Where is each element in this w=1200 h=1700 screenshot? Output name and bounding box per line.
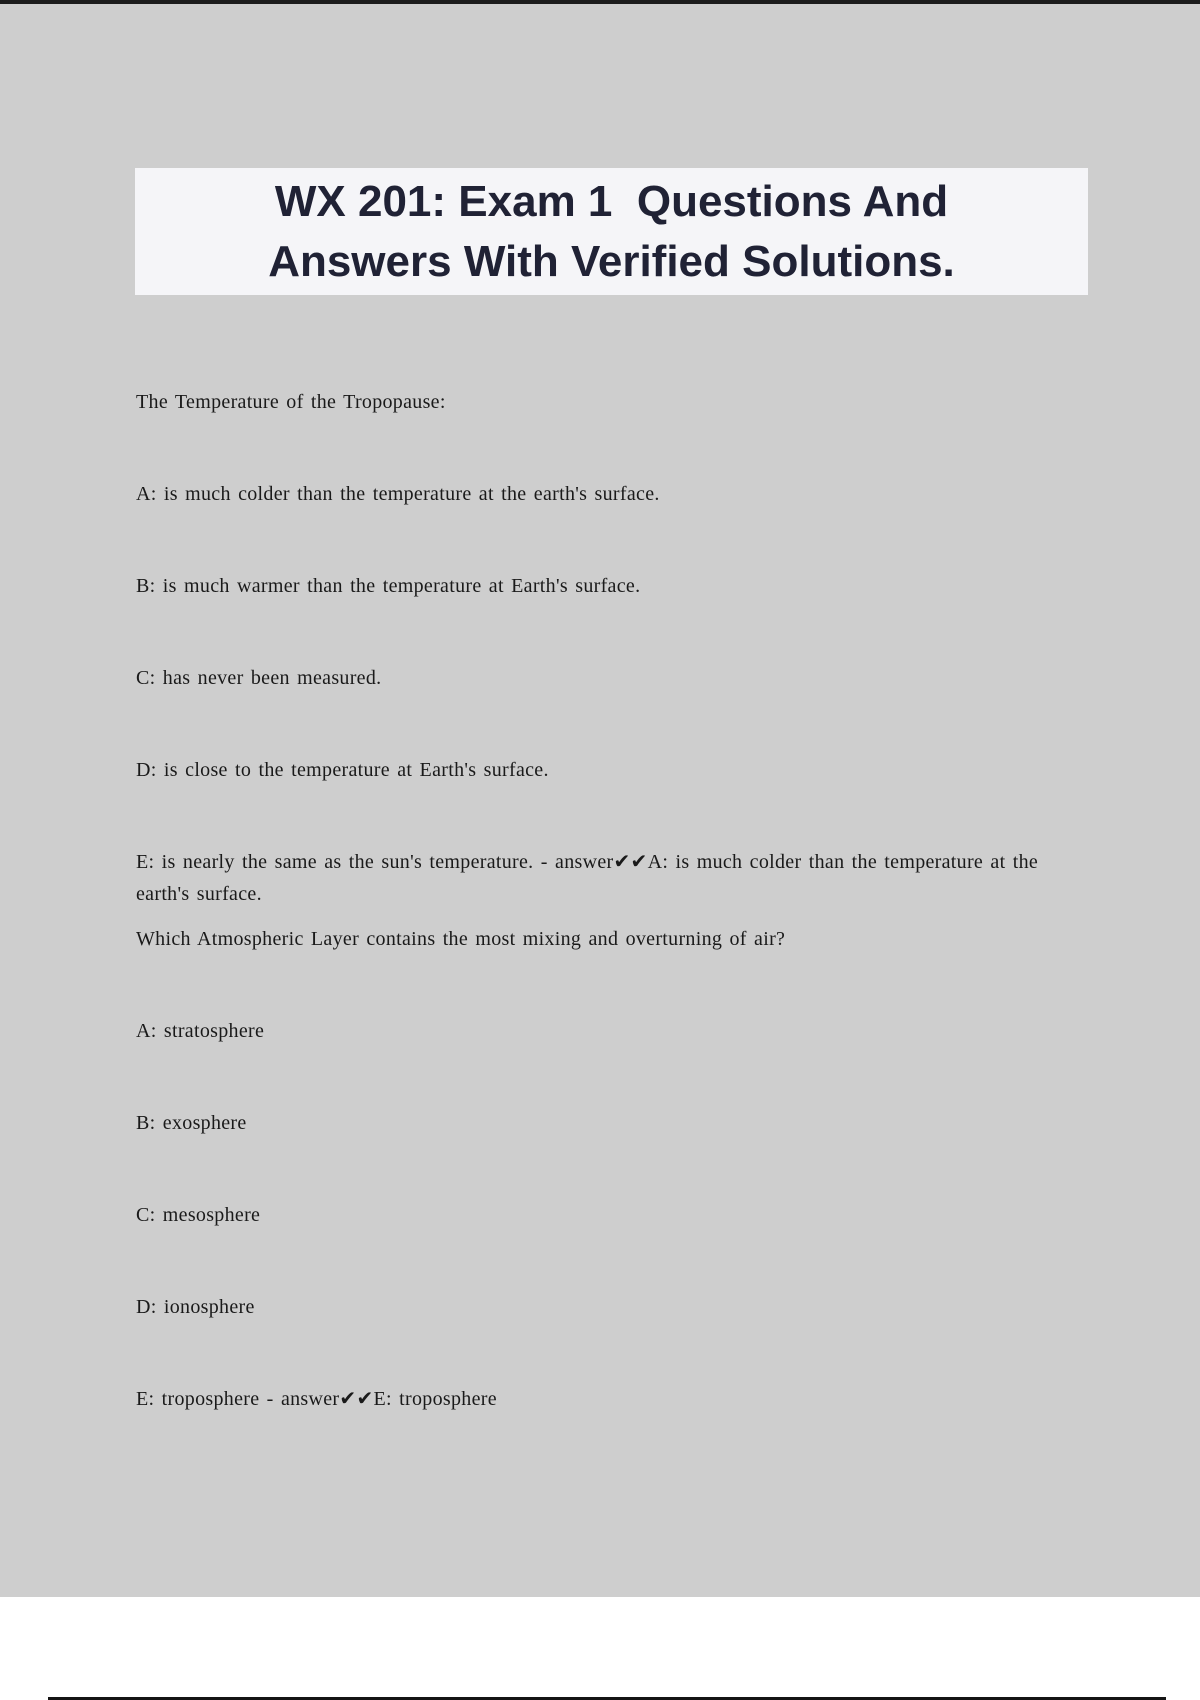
- question-2-text: Which Atmospheric Layer contains the most mixing and overturning of air?: [136, 928, 786, 950]
- question-1-option-d: D: is close to the temperature at Earth's surface.: [136, 759, 549, 781]
- document-title-box: [135, 168, 1088, 295]
- question-1-option-c: C: has never been measured.: [136, 667, 382, 689]
- question-1-option-a: A: is much colder than the temperature at the earth's surface.: [136, 483, 660, 505]
- question-1-text: The Temperature of the Tropopause:: [136, 391, 446, 413]
- document-title-line-1: WX 201: Exam 1 Questions And: [274, 176, 949, 226]
- question-2-option-d: D: ionosphere: [136, 1296, 255, 1318]
- question-2-option-c: C: mesosphere: [136, 1204, 261, 1226]
- top-edge-bar: [0, 0, 1200, 4]
- question-2-option-b: B: exosphere: [136, 1112, 247, 1134]
- question-1-option-b: B: is much warmer than the temperature at Earth's surface.: [136, 575, 641, 597]
- question-2-option-a: A: stratosphere: [136, 1020, 265, 1042]
- question-2-option-e-with-answer: E: troposphere - answer✔✔E: troposphere: [136, 1388, 497, 1410]
- question-1-option-e-with-answer: E: is nearly the same as the sun's temperature. - answer✔✔A: is much colder than the temperature at the earth's surface.: [136, 851, 1039, 905]
- document-body: [136, 386, 1068, 1415]
- page-footer-area: [0, 1597, 1200, 1700]
- document-title-line-2: Answers With Verified Solutions.: [268, 236, 955, 286]
